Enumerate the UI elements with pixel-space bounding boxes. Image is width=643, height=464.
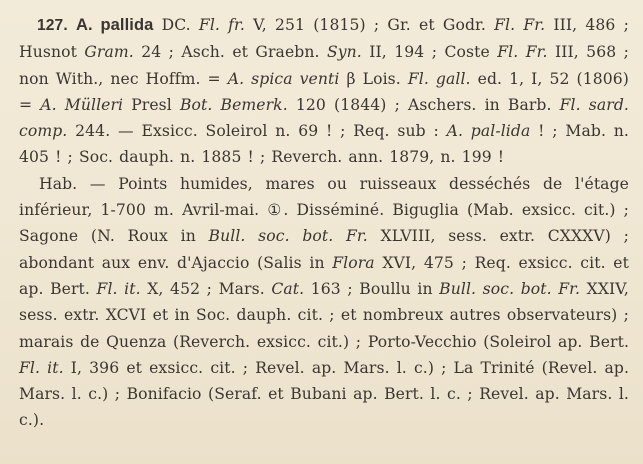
italic-citation: Fl. Fr. — [497, 43, 548, 62]
text-run: Presl — [123, 95, 180, 114]
text-run: 24 ; Asch. et Graebn. — [133, 43, 327, 62]
entry-number: 127. — [37, 17, 68, 34]
italic-citation: Syn. — [326, 43, 362, 62]
text-run: ed. 1, I, 52 (1806) = — [19, 69, 629, 114]
italic-citation: A. pal-lida — [446, 122, 531, 141]
text-run: II, 194 ; Coste — [361, 43, 498, 62]
species-name: A. pallida — [75, 16, 154, 34]
habitat-text — [19, 175, 629, 430]
italic-citation: A. Mülleri — [40, 95, 124, 114]
italic-citation: Flora — [332, 253, 375, 272]
text-run: V, 251 (1815) ; Gr. et Godr. — [244, 16, 495, 34]
italic-citation: Bot. Bemerk. — [179, 95, 288, 114]
text-run: ! ; Mab. n. 405 ! ; Soc. dauph. n. 1885 ! ; Reverch. ann. 1879, n. 199 ! — [19, 122, 629, 167]
italic-citation: Fl. it. — [19, 358, 64, 377]
italic-citation: Bull. soc. bot. Fr. — [208, 227, 368, 246]
text-run: XXIV, sess. extr. XCVI et in Soc. dauph. cit. ; et nombreux autres observateurs) ; marais de Quenza (Reverch. exsicc. cit.) ; Porto-Vecchio (Soleirol ap. Bert. — [19, 279, 629, 351]
synonymy-text — [19, 16, 629, 166]
text-run: III, 568 ; non With., nec Hoffm. = — [19, 43, 630, 88]
text-run: III, 486 ; Husnot — [19, 16, 629, 62]
text-run: β Lois. — [339, 69, 408, 88]
text-run: XLVIII, sess. extr. CXXXV) ; abondant aux env. d'Ajaccio (Salis in — [19, 227, 629, 272]
italic-citation: Fl. sard. comp. — [19, 95, 629, 141]
text-run: XVI, 475 ; Req. exsicc. cit. et ap. Bert. — [19, 253, 629, 298]
italic-citation: Gram. — [84, 43, 134, 62]
text-run: DC. — [153, 16, 199, 34]
italic-citation: Fl. Fr. — [494, 16, 546, 34]
text-run: 120 (1844) ; Aschers. in Barb. — [287, 95, 560, 114]
text-run: 163 ; Boullu in — [304, 279, 440, 298]
habitat-paragraph — [19, 171, 629, 434]
italic-citation: Fl. gall. — [407, 69, 471, 88]
text-run: I, 396 et exsicc. cit. ; Revel. ap. Mars. l. c.) ; La Trinité (Revel. ap. Mars. l. c.) ; Bonifacio (Seraf. et Bubani ap. Bert. l. c. ; Revel. ap. Mars. l. c.). — [19, 358, 630, 430]
italic-citation: A. spica venti — [227, 69, 340, 88]
italic-citation: Cat. — [271, 279, 305, 298]
italic-citation: Fl. fr. — [198, 16, 245, 34]
text-run: Hab. — Points humides, mares ou ruisseaux desséchés de l'étage inférieur, 1-700 m. Avril-mai. ①. Disséminé. Biguglia (Mab. exsicc. cit.) ; Sagone (N. Roux in — [19, 174, 629, 246]
italic-citation: Fl. it. — [96, 279, 141, 298]
italic-citation: Bull. soc. bot. Fr. — [439, 279, 581, 298]
synonymy-paragraph — [19, 12, 629, 171]
text-run: 244. — Exsicc. Soleirol n. 69 ! ; Req. sub : — [67, 122, 447, 141]
text-run: X, 452 ; Mars. — [140, 279, 272, 298]
